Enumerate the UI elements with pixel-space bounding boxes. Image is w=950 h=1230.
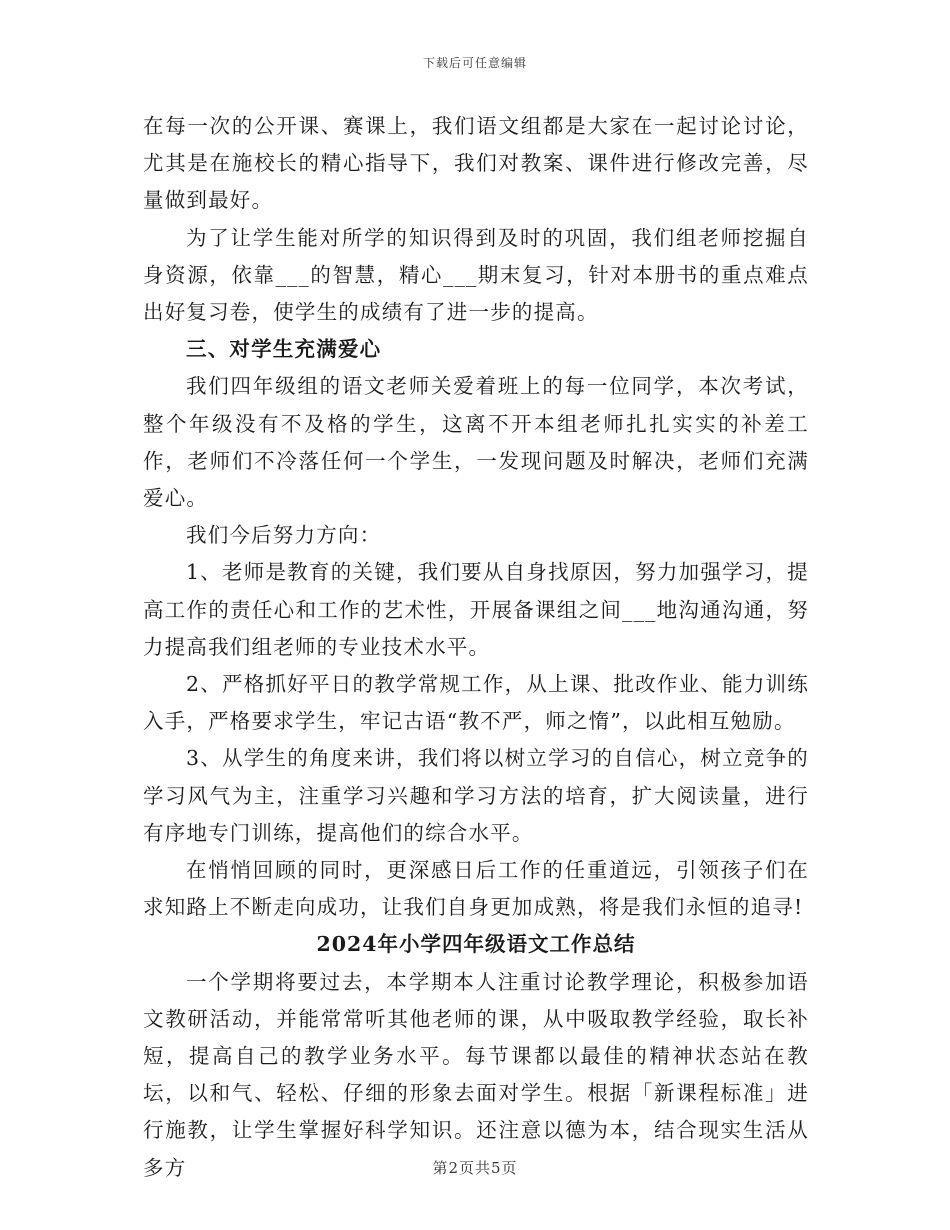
document-body [143,108,809,1187]
page-footer: 第2页共5页 [432,1159,518,1177]
paragraph-future-direction: 我们今后努力方向： [186,523,382,548]
list-item-1: 1、老师是教育的关键，我们要从自身找原因，努力加强学习，提高工作的责任心和工作的艺术性，开展备课组之间___地沟通沟通，努力提高我们组老师的专业技术水平。 [143,560,809,659]
list-item-3: 3、从学生的角度来讲，我们将以树立学习的自信心，树立竞争的学习风气为主，注重学习兴趣和学习方法的培育，扩大阅读量，进行有序地专门训练，提高他们的综合水平。 [143,746,809,845]
paragraph-conclusion: 在悄悄回顾的同时，更深感日后工作的任重道远，引领孩子们在求知路上不断走向成功，让我们自身更加成熟，将是我们永恒的追寻! [143,858,809,920]
list-item-2: 2、严格抓好平日的教学常规工作，从上课、批改作业、能力训练入手，严格要求学生，牢记古语“教不严，师之惰”，以此相互勉励。 [143,672,809,734]
paragraph-review: 为了让学生能对所学的知识得到及时的巩固，我们组老师挖掘自身资源，依靠___的智慧，精心___期末复习，针对本册书的重点难点出好复习卷，使学生的成绩有了进一步的提高。 [143,225,809,325]
document-title: 2024年小学四年级语文工作总结 [316,932,636,957]
section-heading-care: 三、对学生充满爱心 [186,337,382,362]
paragraph-semester-summary: 一个学期将要过去，本学期本人注重讨论教学理论，积极参加语文教研活动，并能常常听其他老师的课，从中吸取教学经验，取长补短，提高自己的教学业务水平。每节课都以最佳的精神状态站在教坛，以和气、轻松、仔细的形象去面对学生。根据「新课程标准」进行施教，让学生掌握好科学知识。还注意以德为本，结合现实生活从多方 [143,969,809,1180]
page-header: 下载后可任意编辑 [422,56,527,70]
paragraph-public-lessons: 在每一次的公开课、赛课上，我们语文组都是大家在一起讨论讨论，尤其是在施校长的精心指导下，我们对教案、课件进行修改完善，尽量做到最好。 [143,114,809,213]
paragraph-care: 我们四年级组的语文老师关爱着班上的每一位同学，本次考试，整个年级没有不及格的学生，这离不开本组老师扎扎实实的补差工作，老师们不冷落任何一个学生，一发现问题及时解决，老师们充满爱心。 [143,374,809,511]
